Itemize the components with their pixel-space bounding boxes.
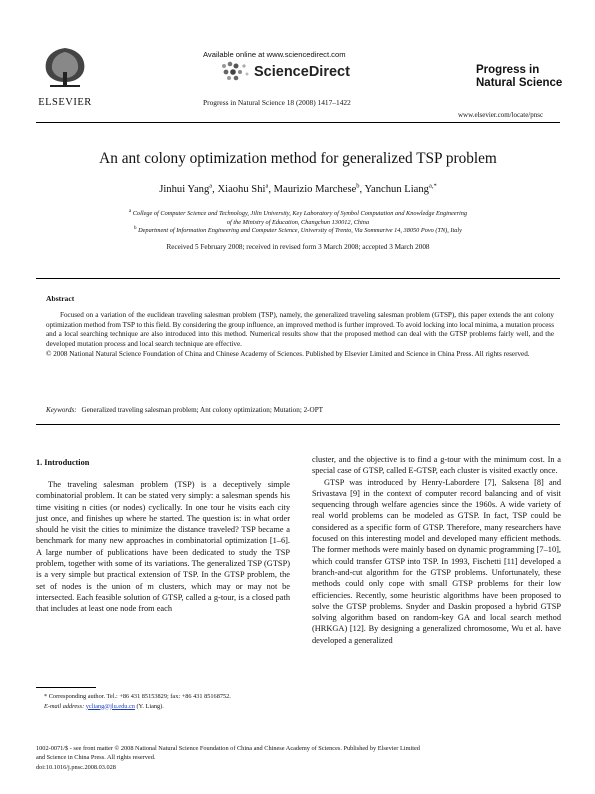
- section-heading-introduction: 1. Introduction: [36, 458, 90, 467]
- right-paragraph-2: GTSP was introduced by Henry-Labordere [7], Saksena [8] and Srivastava [9] in the context of computer record balancing and of visit sequencing through welfare agencies since the 1960s. A wide variety of real world problems can be modeled as GTSP. In fact, TSP could be considered as a specific form of GTSP. Therefore, many researchers have focused on this interesting model and developed many efficient methods. The former methods were mainly based on dynamic programming [7–10], which could transfer GTSP into TSP. In 1993, Fischetti [11] developed a branch-and-cut algorithm for the GTSP problems. Unfortunately, these methods could only cope with small GTSP problems for their low efficiencies. Recently, some heuristic algorithms have been proposed to solve the GTSP problems. Snyder and Daskin proposed a hybrid GTSP solving algorithm based on random-key GA and local search method (HRKGA) [12]. By designing a generalized chromosome, Wu et al. have developed a generalized: [312, 477, 561, 645]
- received-dates: Received 5 February 2008; received in revised form 3 March 2008; accepted 3 March 2008: [166, 243, 430, 251]
- abstract-heading: Abstract: [46, 294, 75, 303]
- footnote-rule: [36, 687, 96, 688]
- keywords-label: Keywords:: [46, 406, 77, 414]
- keywords-line: [46, 406, 554, 414]
- journal-title-block: [476, 64, 562, 90]
- abstract-top-rule: [36, 278, 560, 279]
- footnote-email-link[interactable]: ycliang@jlu.edu.cn: [85, 702, 135, 710]
- journal-title-line2: Natural Science: [476, 77, 563, 89]
- available-online-text: Available online at www.sciencedirect.com: [203, 50, 346, 59]
- elsevier-logo: [36, 42, 94, 108]
- left-column-body: [36, 479, 290, 615]
- right-paragraph-1: cluster, and the objective is to find a g-tour with the minimum cost. In a special case of GTSP, called E-GTSP, each cluster is visited exactly once.: [312, 455, 561, 476]
- affiliation-b-label: b: [134, 226, 137, 231]
- footnote-email-line: [36, 702, 290, 712]
- header-rule: [36, 122, 560, 123]
- author-1: Jinhui Yang$^a$,: [159, 182, 218, 195]
- abstract-bottom-rule: [36, 424, 560, 425]
- affiliation-a-text: College of Computer Science and Technology, Jilin University, Key Laboratory of Symbol Computation and Knowledge Engineering: [132, 210, 468, 218]
- right-column-body: [312, 454, 561, 646]
- author-2: Xiaohu Shi$^a$,: [217, 182, 274, 195]
- affiliation-a-label: a: [128, 209, 132, 214]
- elsevier-wordmark: ELSEVIER: [38, 97, 92, 108]
- intro-paragraph-1: The traveling salesman problem (TSP) is a deceptively simple combinatorial problem. It can be stated very simply: a salesman spends his time visiting n cities (or nodes) cyclically. In one tour he visits each city just once, and finishes up where he started. The question is: in what order should he visit the cities to minimize the distance traveled? TSP became a benchmark for many new approaches in combinatorial optimization [1–6]. A large number of publications have been dedicated to study the TSP problem, together with some of its variations. The generalized TSP (GTSP) is a very simple but practical extension of TSP. In the GTSP problem, the set of nodes is the union of m clusters, which may or may not be intersected. Each feasible solution of GTSP, called a g-tour, is a closed path that includes at least one node from each: [36, 480, 290, 614]
- article-title: An ant colony optimization method for generalized TSP problem: [99, 150, 497, 167]
- affiliation-b: [36, 226, 560, 234]
- footnote-block: [36, 692, 290, 711]
- footnote-email-label: E-mail address:: [44, 702, 85, 710]
- sciencedirect-logo: [218, 60, 378, 84]
- journal-title-line1: Progress in: [476, 64, 540, 76]
- footer-doi: doi:10.1016/j.pnsc.2008.03.028: [36, 763, 116, 771]
- footnote-corresponding: * Corresponding author. Tel.: +86 431 85153829; fax: +86 431 85168752.: [44, 693, 231, 700]
- keywords-text: Generalized traveling salesman problem; Ant colony optimization; Mutation; 2-OPT: [81, 406, 324, 414]
- affiliation-b-text: Department of Information Engineering and Computer Science, University of Trento, Via Sommarive 14, 38050 Povo (TN), Italy: [138, 227, 462, 235]
- abstract-block: [46, 311, 554, 360]
- abstract-text: Focused on a variation of the euclidean traveling salesman problem (TSP), namely, the generalized traveling salesman problem (GTSP), this paper extends the ant colony optimization method from TSP to this field. By considering the group influence, an improved method is further improved. To avoid locking into local minima, a mutation process and a local searching technique are also introduced into this method. Numerical results show that the proposed method can deal with the GTSP problems fairly well, and the developed mutation process and local search technique are effective.: [46, 311, 554, 349]
- journal-citation: Progress in Natural Science 18 (2008) 1417–1422: [203, 98, 351, 107]
- footnote-email-suffix: (Y. Liang).: [136, 702, 164, 710]
- footer-rights: and Science in China Press. All rights reserved.: [36, 754, 156, 762]
- affiliation-a-text2: of the Ministry of Education, Changchun 130012, China: [226, 219, 370, 227]
- elsevier-tree-icon: [36, 42, 94, 90]
- author-4: Yanchun Liang$^{a,*}$: [364, 182, 437, 195]
- journal-url-link[interactable]: www.elsevier.com/locate/pnsc: [458, 111, 544, 119]
- abstract-copyright: © 2008 National Natural Science Foundation of China and Chinese Academy of Sciences. Published by Elsevier Limited and Science in China Press. All rights reserved.: [46, 349, 530, 358]
- sciencedirect-wordmark: ScienceDirect: [254, 64, 350, 80]
- footer-front-matter: 1002-0071/$ - see front matter © 2008 National Natural Science Foundation of China and Chinese Academy of Sciences. Published by Elsevier Limited: [36, 745, 420, 752]
- footer-block: [36, 744, 560, 772]
- author-3: Maurizio Marchese$^b$,: [273, 182, 365, 195]
- affiliation-a: [36, 207, 560, 227]
- sciencedirect-dots-icon: [218, 60, 254, 84]
- author-list: [36, 182, 560, 195]
